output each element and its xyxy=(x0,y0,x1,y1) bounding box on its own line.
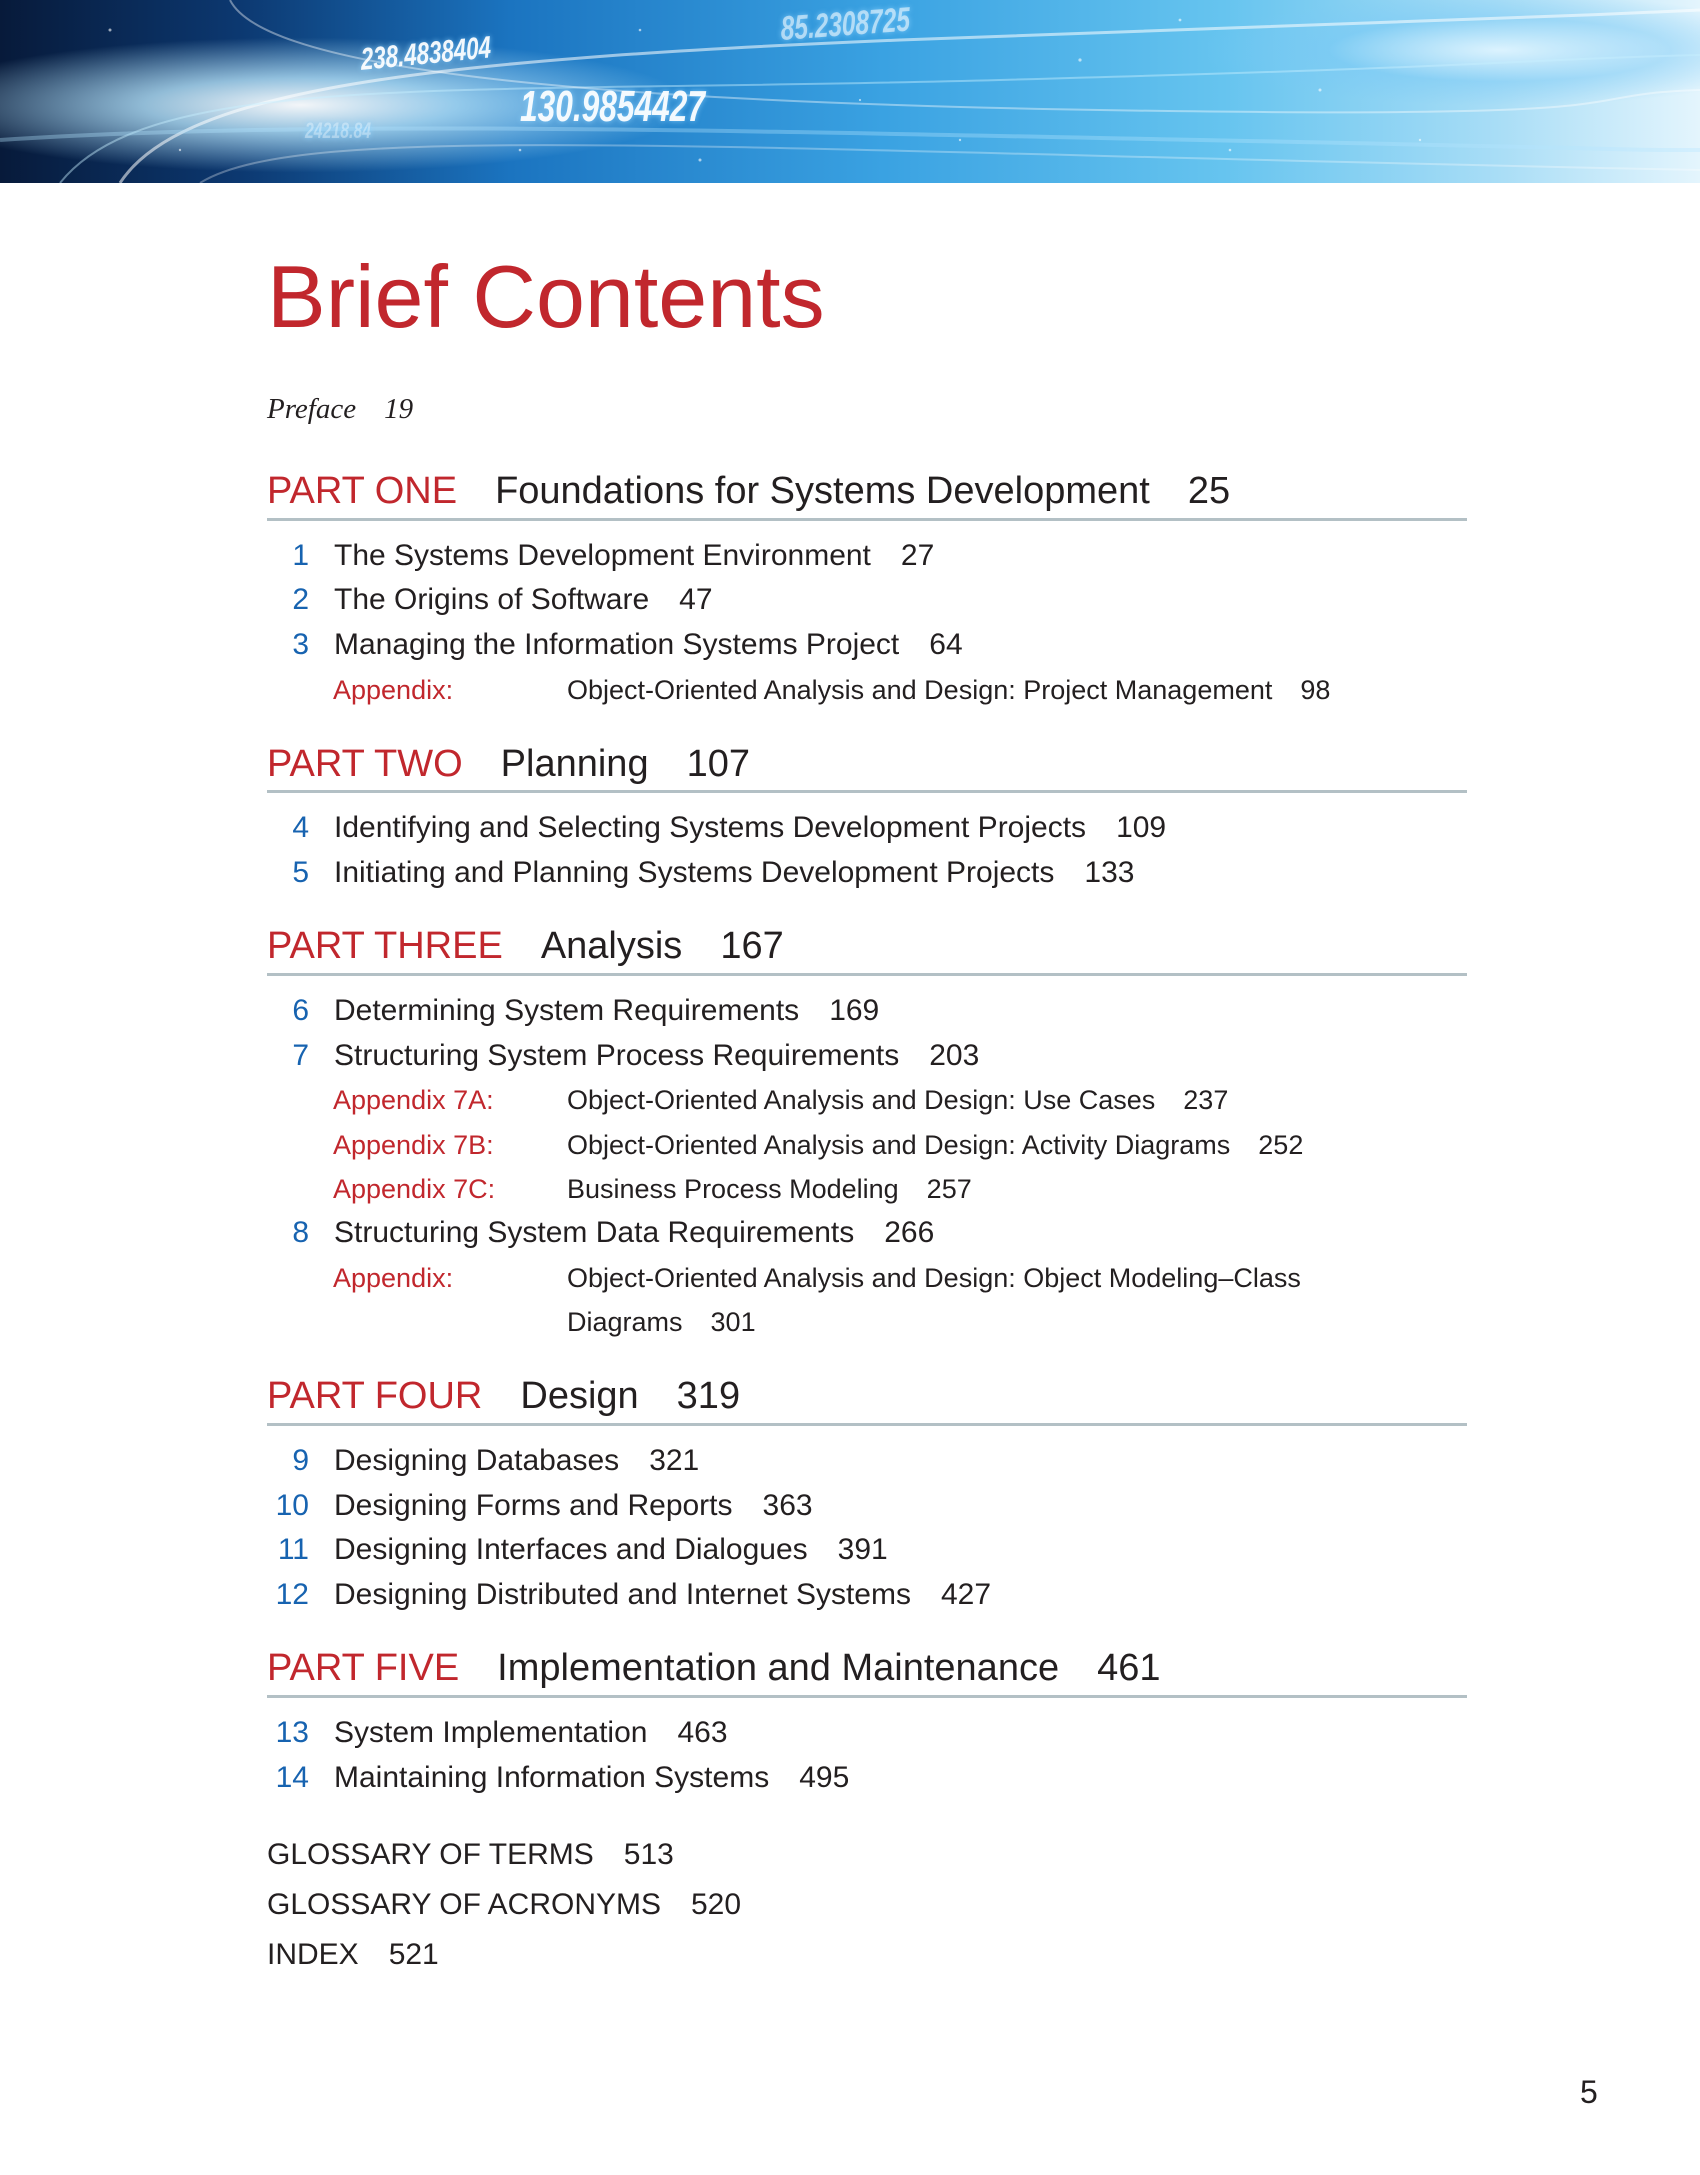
part-title: Planning xyxy=(500,743,649,785)
page-ref: 27 xyxy=(900,539,935,572)
page-ref: 167 xyxy=(720,925,784,967)
part-heading-three[interactable] xyxy=(267,927,1467,965)
chapter-number: 2 xyxy=(292,583,309,616)
page-ref: 252 xyxy=(1258,1130,1304,1160)
page-ref: 363 xyxy=(762,1489,813,1522)
part-label: PART FIVE xyxy=(267,1647,460,1689)
chapter-entry[interactable] xyxy=(267,585,713,615)
appendix-entry[interactable] xyxy=(567,1087,1228,1114)
part-divider xyxy=(267,790,1467,793)
appendix-title-continued: Diagrams xyxy=(567,1307,683,1337)
chapter-entry[interactable] xyxy=(267,1535,888,1565)
page-ref: 25 xyxy=(1187,470,1231,512)
appendix-label: Appendix 7B: xyxy=(333,1130,494,1160)
chapter-number: 12 xyxy=(275,1578,309,1611)
chapter-entry[interactable] xyxy=(267,1218,934,1248)
page-ref: 109 xyxy=(1116,811,1167,844)
chapter-title: The Systems Development Environment xyxy=(334,539,871,572)
chapter-entry[interactable] xyxy=(267,1446,699,1476)
chapter-entry[interactable] xyxy=(267,1041,979,1071)
part-label: PART TWO xyxy=(267,743,463,785)
chapter-title: Designing Forms and Reports xyxy=(334,1489,733,1522)
page-ref: 64 xyxy=(929,628,963,661)
part-divider xyxy=(267,973,1467,976)
part-label: PART ONE xyxy=(267,470,458,512)
appendix-label: Appendix: xyxy=(333,675,454,705)
page-ref: 266 xyxy=(884,1216,935,1249)
page-ref: 107 xyxy=(686,743,750,785)
page-ref: 463 xyxy=(677,1716,728,1749)
chapter-title: The Origins of Software xyxy=(334,583,650,616)
part-title: Implementation and Maintenance xyxy=(497,1647,1060,1689)
chapter-entry[interactable] xyxy=(267,858,1134,888)
appendix-entry[interactable] xyxy=(567,677,1330,704)
back-matter-title: INDEX xyxy=(267,1938,359,1971)
appendix-entry-continued[interactable] xyxy=(567,1309,756,1336)
appendix-title: Object-Oriented Analysis and Design: Project Management xyxy=(567,675,1273,705)
page-ref: 47 xyxy=(679,583,713,616)
appendix-title: Object-Oriented Analysis and Design: Activity Diagrams xyxy=(567,1130,1231,1160)
chapter-title: Maintaining Information Systems xyxy=(334,1761,770,1794)
chapter-number: 1 xyxy=(292,539,309,572)
back-matter-entry[interactable] xyxy=(267,1940,439,1970)
banner-number: 85.2308725 xyxy=(780,0,911,48)
page-ref: 319 xyxy=(676,1375,741,1417)
appendix-title: Business Process Modeling xyxy=(567,1174,899,1204)
chapter-entry[interactable] xyxy=(267,1718,728,1748)
appendix-label: Appendix: xyxy=(333,1263,454,1293)
part-divider xyxy=(267,518,1467,521)
back-matter-title: GLOSSARY OF TERMS xyxy=(267,1838,594,1871)
chapter-title: Initiating and Planning Systems Development Projects xyxy=(334,856,1055,889)
page-ref: 203 xyxy=(929,1039,980,1072)
part-divider xyxy=(267,1695,1467,1698)
appendix-title: Object-Oriented Analysis and Design: Object Modeling–Class xyxy=(567,1263,1301,1293)
chapter-number: 5 xyxy=(292,856,309,889)
page-ref: 133 xyxy=(1084,856,1135,889)
page-number: 5 xyxy=(1580,2074,1598,2110)
page-title: Brief Contents xyxy=(267,247,825,346)
page-ref: 495 xyxy=(799,1761,850,1794)
banner-number: 238.4838404 xyxy=(360,29,492,77)
part-divider xyxy=(267,1423,1467,1426)
chapter-entry[interactable] xyxy=(267,1491,813,1521)
chapter-title: Structuring System Process Requirements xyxy=(334,1039,900,1072)
banner-number: 130.9854427 xyxy=(520,82,705,131)
banner-number: 24218.84 xyxy=(305,118,372,143)
chapter-entry[interactable] xyxy=(267,630,963,660)
chapter-title: System Implementation xyxy=(334,1716,648,1749)
page-ref: 257 xyxy=(926,1174,972,1204)
part-heading-four[interactable] xyxy=(267,1377,1467,1415)
chapter-title: Designing Interfaces and Dialogues xyxy=(334,1533,808,1566)
part-label: PART FOUR xyxy=(267,1375,483,1417)
page-ref: 520 xyxy=(691,1888,742,1921)
appendix-title: Object-Oriented Analysis and Design: Use Cases xyxy=(567,1085,1156,1115)
chapter-number: 13 xyxy=(275,1716,309,1749)
chapter-number: 6 xyxy=(292,994,309,1027)
page-ref: 521 xyxy=(388,1938,439,1971)
page-ref: 391 xyxy=(837,1533,888,1566)
appendix-entry[interactable] xyxy=(567,1265,1301,1292)
page-ref: 513 xyxy=(623,1838,674,1871)
appendix-label: Appendix 7A: xyxy=(333,1085,494,1115)
preface-entry[interactable] xyxy=(267,393,413,426)
page-ref: 98 xyxy=(1300,675,1331,705)
part-label: PART THREE xyxy=(267,925,503,967)
chapter-title: Structuring System Data Requirements xyxy=(334,1216,855,1249)
page-ref: 427 xyxy=(940,1578,992,1611)
page-ref: 19 xyxy=(384,393,414,425)
chapter-entry[interactable] xyxy=(267,996,879,1026)
part-heading-two[interactable] xyxy=(267,745,1467,783)
page-ref: 237 xyxy=(1183,1085,1229,1115)
chapter-number: 14 xyxy=(275,1761,309,1794)
part-heading-one[interactable] xyxy=(267,472,1467,510)
chapter-entry[interactable] xyxy=(267,813,1166,843)
chapter-title: Designing Databases xyxy=(334,1444,620,1477)
appendix-label: Appendix 7C: xyxy=(333,1174,496,1204)
header-banner xyxy=(0,0,1700,183)
appendix-entry[interactable] xyxy=(567,1176,972,1203)
chapter-entry[interactable] xyxy=(267,1763,849,1793)
back-matter-entry[interactable] xyxy=(267,1890,741,1920)
chapter-number: 4 xyxy=(292,811,309,844)
page-ref: 169 xyxy=(829,994,880,1027)
back-matter-entry[interactable] xyxy=(267,1840,674,1870)
preface-label: Preface xyxy=(267,393,357,425)
chapter-title: Managing the Information Systems Project xyxy=(334,628,900,661)
chapter-entry[interactable] xyxy=(267,1580,991,1610)
chapter-number: 7 xyxy=(292,1039,309,1072)
chapter-entry[interactable] xyxy=(267,541,934,571)
part-title: Analysis xyxy=(540,925,683,967)
page-ref: 461 xyxy=(1097,1647,1161,1689)
part-heading-five[interactable] xyxy=(267,1649,1467,1687)
chapter-title: Designing Distributed and Internet Systems xyxy=(334,1578,911,1611)
chapter-title: Identifying and Selecting Systems Development Projects xyxy=(334,811,1087,844)
chapter-number: 8 xyxy=(292,1216,309,1249)
part-title: Design xyxy=(520,1375,639,1417)
chapter-number: 11 xyxy=(277,1533,309,1566)
page-ref: 321 xyxy=(649,1444,700,1477)
page-ref: 301 xyxy=(710,1307,756,1337)
chapter-number: 9 xyxy=(292,1444,309,1477)
back-matter-title: GLOSSARY OF ACRONYMS xyxy=(267,1888,661,1921)
chapter-title: Determining System Requirements xyxy=(334,994,800,1027)
chapter-number: 3 xyxy=(292,628,309,661)
appendix-entry[interactable] xyxy=(567,1132,1303,1159)
part-title: Foundations for Systems Development xyxy=(495,470,1150,512)
chapter-number: 10 xyxy=(275,1489,309,1522)
